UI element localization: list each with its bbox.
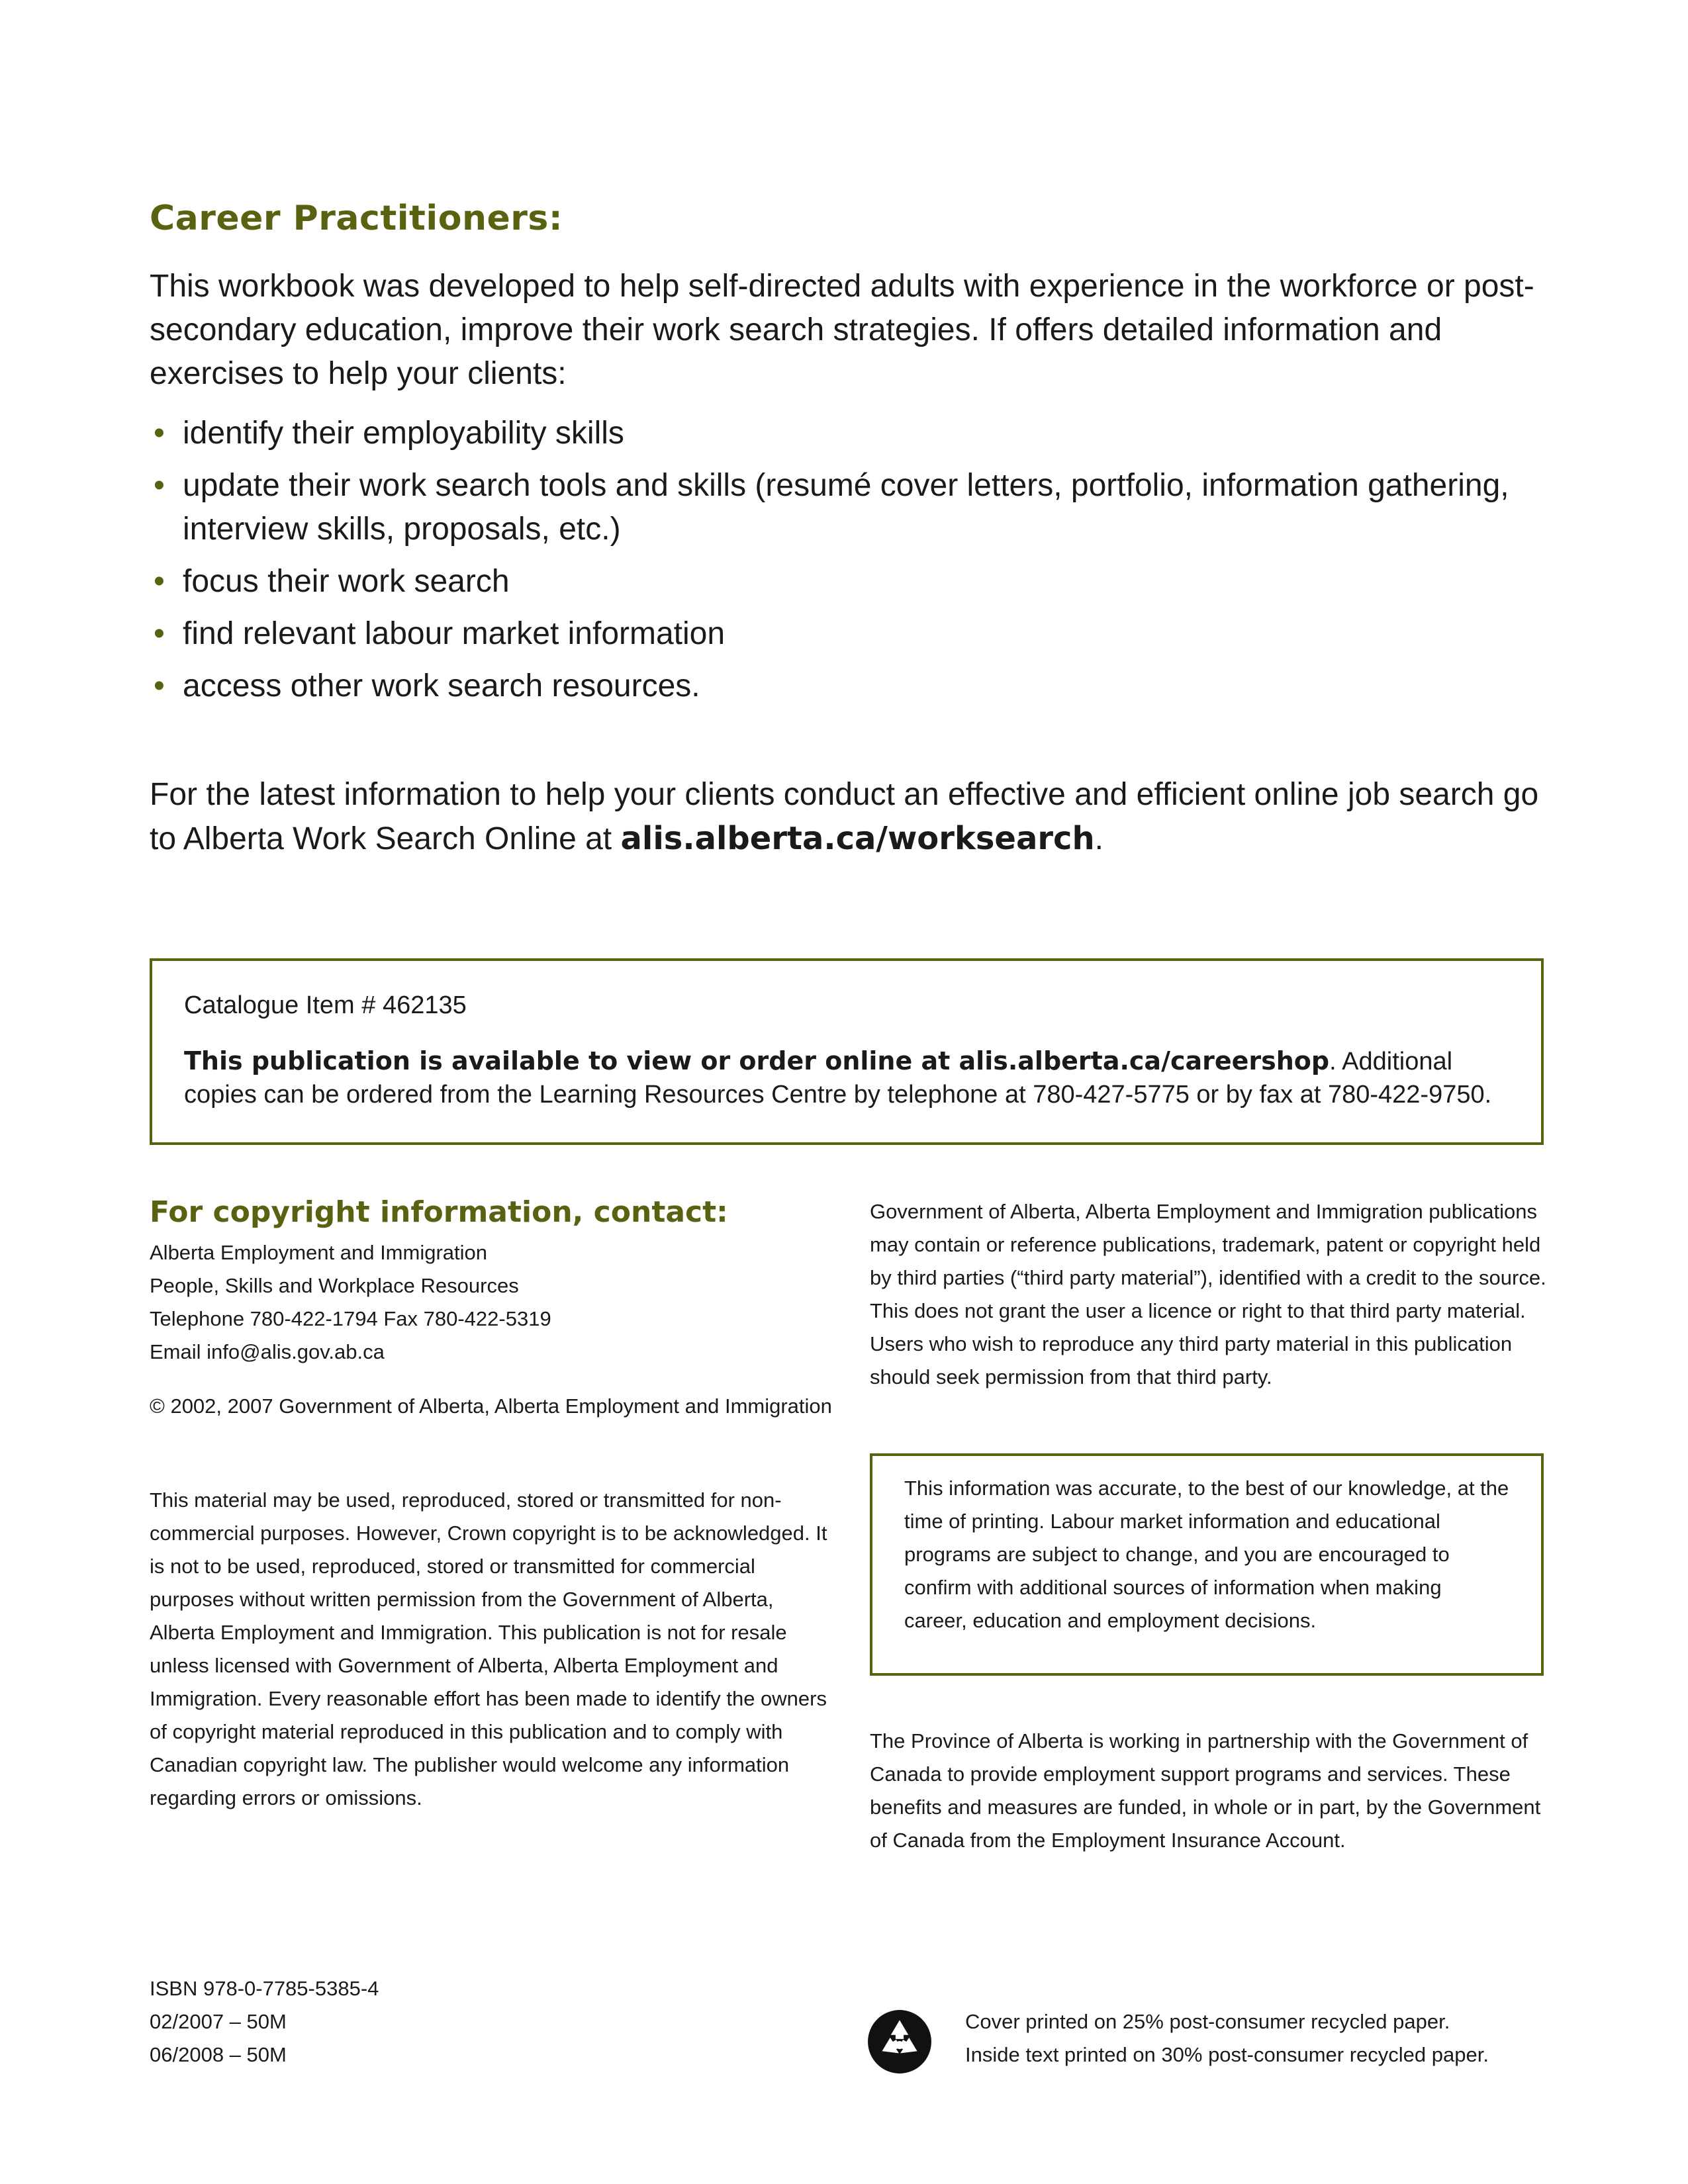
list-item: • access other work search resources. <box>150 664 1540 708</box>
isbn-line: ISBN 978-0-7785-5385-4 <box>150 1977 379 2000</box>
worksearch-link[interactable]: alis.alberta.ca/worksearch <box>620 820 1095 857</box>
catalogue-item: Catalogue Item # 462135 <box>184 991 467 1019</box>
inside-paper-line: Inside text printed on 30% post-consumer recycled paper. <box>965 2043 1489 2066</box>
bullet-icon: • <box>154 668 165 704</box>
usage-terms: This material may be used, reproduced, stored or transmitted for non-commercial purposes. However, Crown copyright is to be acknowledged. It is not to be used, reproduced, stored or transmitted for commercial purposes without written permission from the Government of Alberta, Alberta Employment and Immigration. This publication is not for resale unless licensed with Government of Alberta, Alberta Employment and Immigration. Every reasonable effort has been made to identify the owners of copyright material reproduced in this publication and to comply with Canadian copyright law. The publisher would welcome any information regarding errors or omissions. <box>150 1488 827 1809</box>
partnership-notice: The Province of Alberta is working in partnership with the Government of Canada to provide employment support programs and services. These benefits and measures are funded, in whole or in part, by the Government of Canada from the Employment Insurance Account. <box>870 1729 1541 1852</box>
list-item: • identify their employability skills <box>150 412 1540 455</box>
bullet-icon: • <box>154 564 165 599</box>
list-item: • find relevant labour market information <box>150 612 1540 656</box>
copyright-line: © 2002, 2007 Government of Alberta, Alberta Employment and Immigration <box>150 1394 832 1418</box>
catalogue-box <box>150 958 1544 1145</box>
copyright-contact <box>150 1236 845 1369</box>
list-item: • update their work search tools and skills (resumé cover letters, portfolio, information gathering, interview skills, proposals, etc.) <box>150 464 1540 551</box>
accuracy-note: This information was accurate, to the best of our knowledge, at the time of printing. Labour market information and educational programs are subject to change, and you are encouraged to confirm with additional sources of information when making career, education and employment decisions. <box>904 1477 1509 1632</box>
page-title: Career Practitioners: <box>150 199 563 238</box>
cover-paper-line: Cover printed on 25% post-consumer recycled paper. <box>965 2010 1450 2033</box>
recycled-paper-note <box>965 2005 1561 2071</box>
contact-line: Telephone 780-422-1794 Fax 780-422-5319 <box>150 1307 551 1330</box>
contact-email: Email info@alis.gov.ab.ca <box>150 1340 385 1363</box>
bullet-icon: • <box>154 468 165 503</box>
print-run-line: 02/2007 – 50M <box>150 2010 287 2033</box>
list-item: • focus their work search <box>150 560 1540 604</box>
careershop-link[interactable]: This publication is available to view or order online at alis.alberta.ca/careershop <box>184 1046 1330 1075</box>
intro-paragraph: This workbook was developed to help self-directed adults with experience in the workforce or post-secondary education, improve their work search strategies. If offers detailed information and exercises to help your clients: <box>150 269 1534 391</box>
contact-line: Alberta Employment and Immigration <box>150 1241 488 1264</box>
skills-list <box>150 412 1540 717</box>
third-party-notice: Government of Alberta, Alberta Employment and Immigration publications may contain or reference publications, trademark, patent or copyright held by third parties (“third party material”), identified with a credit to the source. This does not grant the user a licence or right to that third party material. Users who wish to reproduce any third party material in this publication should seek permission from that third party. <box>870 1200 1546 1388</box>
copyright-heading: For copyright information, contact: <box>150 1195 728 1229</box>
isbn-block <box>150 1972 613 2071</box>
bullet-icon: • <box>154 416 165 451</box>
contact-line: People, Skills and Workplace Resources <box>150 1274 519 1297</box>
print-run-line: 06/2008 – 50M <box>150 2043 287 2066</box>
bullet-icon: • <box>154 616 165 651</box>
accuracy-box <box>870 1453 1544 1676</box>
latest-info-paragraph: For the latest information to help your clients conduct an effective and efficient online job search go to Alberta Work Search Online at alis.alberta.ca/worksearch. <box>150 777 1539 857</box>
recycle-icon <box>866 2008 933 2075</box>
availability-text: This publication is available to view or order online at alis.alberta.ca/careershop. Additional copies can be ordered from the Learning Resources Centre by telephone at 780-427-5775 or by fax at 780-422-9750. <box>184 1046 1492 1109</box>
